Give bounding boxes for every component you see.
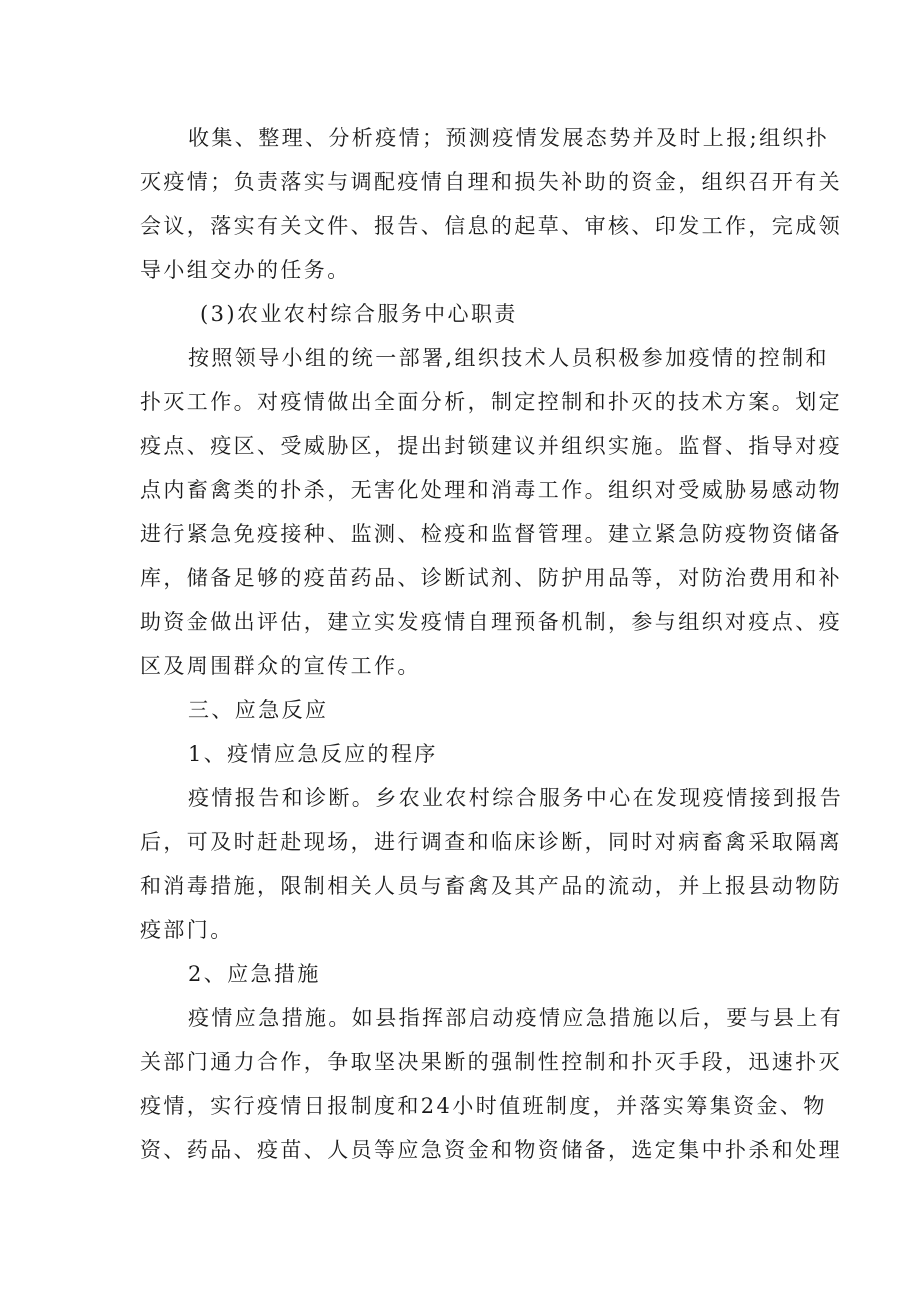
- text-line: 疫情，实行疫情日报制度和24小时值班制度，并落实筹集资金、物: [140, 1094, 827, 1118]
- paragraph-report-diagnosis: [140, 776, 844, 952]
- text-line: 疫情应急措施。如县指挥部启动疫情应急措施以后，要与县上有: [188, 1006, 844, 1030]
- text-line: 疫情报告和诊断。乡农业农村综合服务中心在发现疫情接到报告: [188, 786, 844, 810]
- text-line: 后，可及时赶赴现场，进行调查和临床诊断，同时对病畜禽采取隔离: [140, 830, 842, 854]
- heading-service-center-duties: (3)农业农村综合服务中心职责: [200, 302, 518, 326]
- text-line: 资、药品、疫苗、人员等应急资金和物资储备，选定集中扑杀和处理: [140, 1138, 842, 1162]
- text-line: 关部门通力合作，争取坚决果断的强制性控制和扑灭手段，迅速扑灭: [140, 1050, 842, 1074]
- text-line: 库，储备足够的疫苗药品、诊断试剂、防护用品等，对防治费用和补: [140, 566, 842, 590]
- text-line: 助资金做出评估，建立实发疫情自理预备机制，参与组织对疫点、疫: [140, 610, 842, 634]
- text-line: 疫点、疫区、受威胁区，提出封锁建议并组织实施。监督、指导对疫: [140, 434, 842, 458]
- text-line: 和消毒措施，限制相关人员与畜禽及其产品的流动，并上报县动物防: [140, 874, 842, 898]
- paragraph-duties-service-center: [140, 336, 842, 688]
- text-line: 收集、整理、分析疫情；预测疫情发展态势并及时上报;组织扑: [188, 126, 830, 150]
- text-line: 按照领导小组的统一部署,组织技术人员积极参加疫情的控制和: [188, 346, 829, 370]
- text-line: 导小组交办的任务。: [140, 258, 351, 282]
- text-line: 会议，落实有关文件、报告、信息的起草、审核、印发工作，完成领: [140, 214, 842, 238]
- text-line: 灭疫情；负责落实与调配疫情自理和损失补助的资金，组织召开有关: [140, 170, 842, 194]
- subheading-response-procedure: 1、疫情应急反应的程序: [188, 742, 438, 766]
- text-line: 进行紧急免疫接种、监测、检疫和监督管理。建立紧急防疫物资储备: [140, 522, 842, 546]
- text-line: 区及周围群众的宣传工作。: [140, 654, 421, 678]
- paragraph-duties-office: [140, 116, 842, 292]
- text-line: 扑灭工作。对疫情做出全面分析，制定控制和扑灭的技术方案。划定: [140, 390, 842, 414]
- paragraph-emergency-measures: [140, 996, 844, 1172]
- document-body: [140, 116, 844, 1172]
- subheading-emergency-measures: 2、应急措施: [188, 962, 321, 986]
- text-line: 疫部门。: [140, 918, 234, 942]
- section-heading-emergency-response: 三、应急反应: [188, 698, 329, 722]
- text-line: 点内畜禽类的扑杀，无害化处理和消毒工作。组织对受威胁易感动物: [140, 478, 842, 502]
